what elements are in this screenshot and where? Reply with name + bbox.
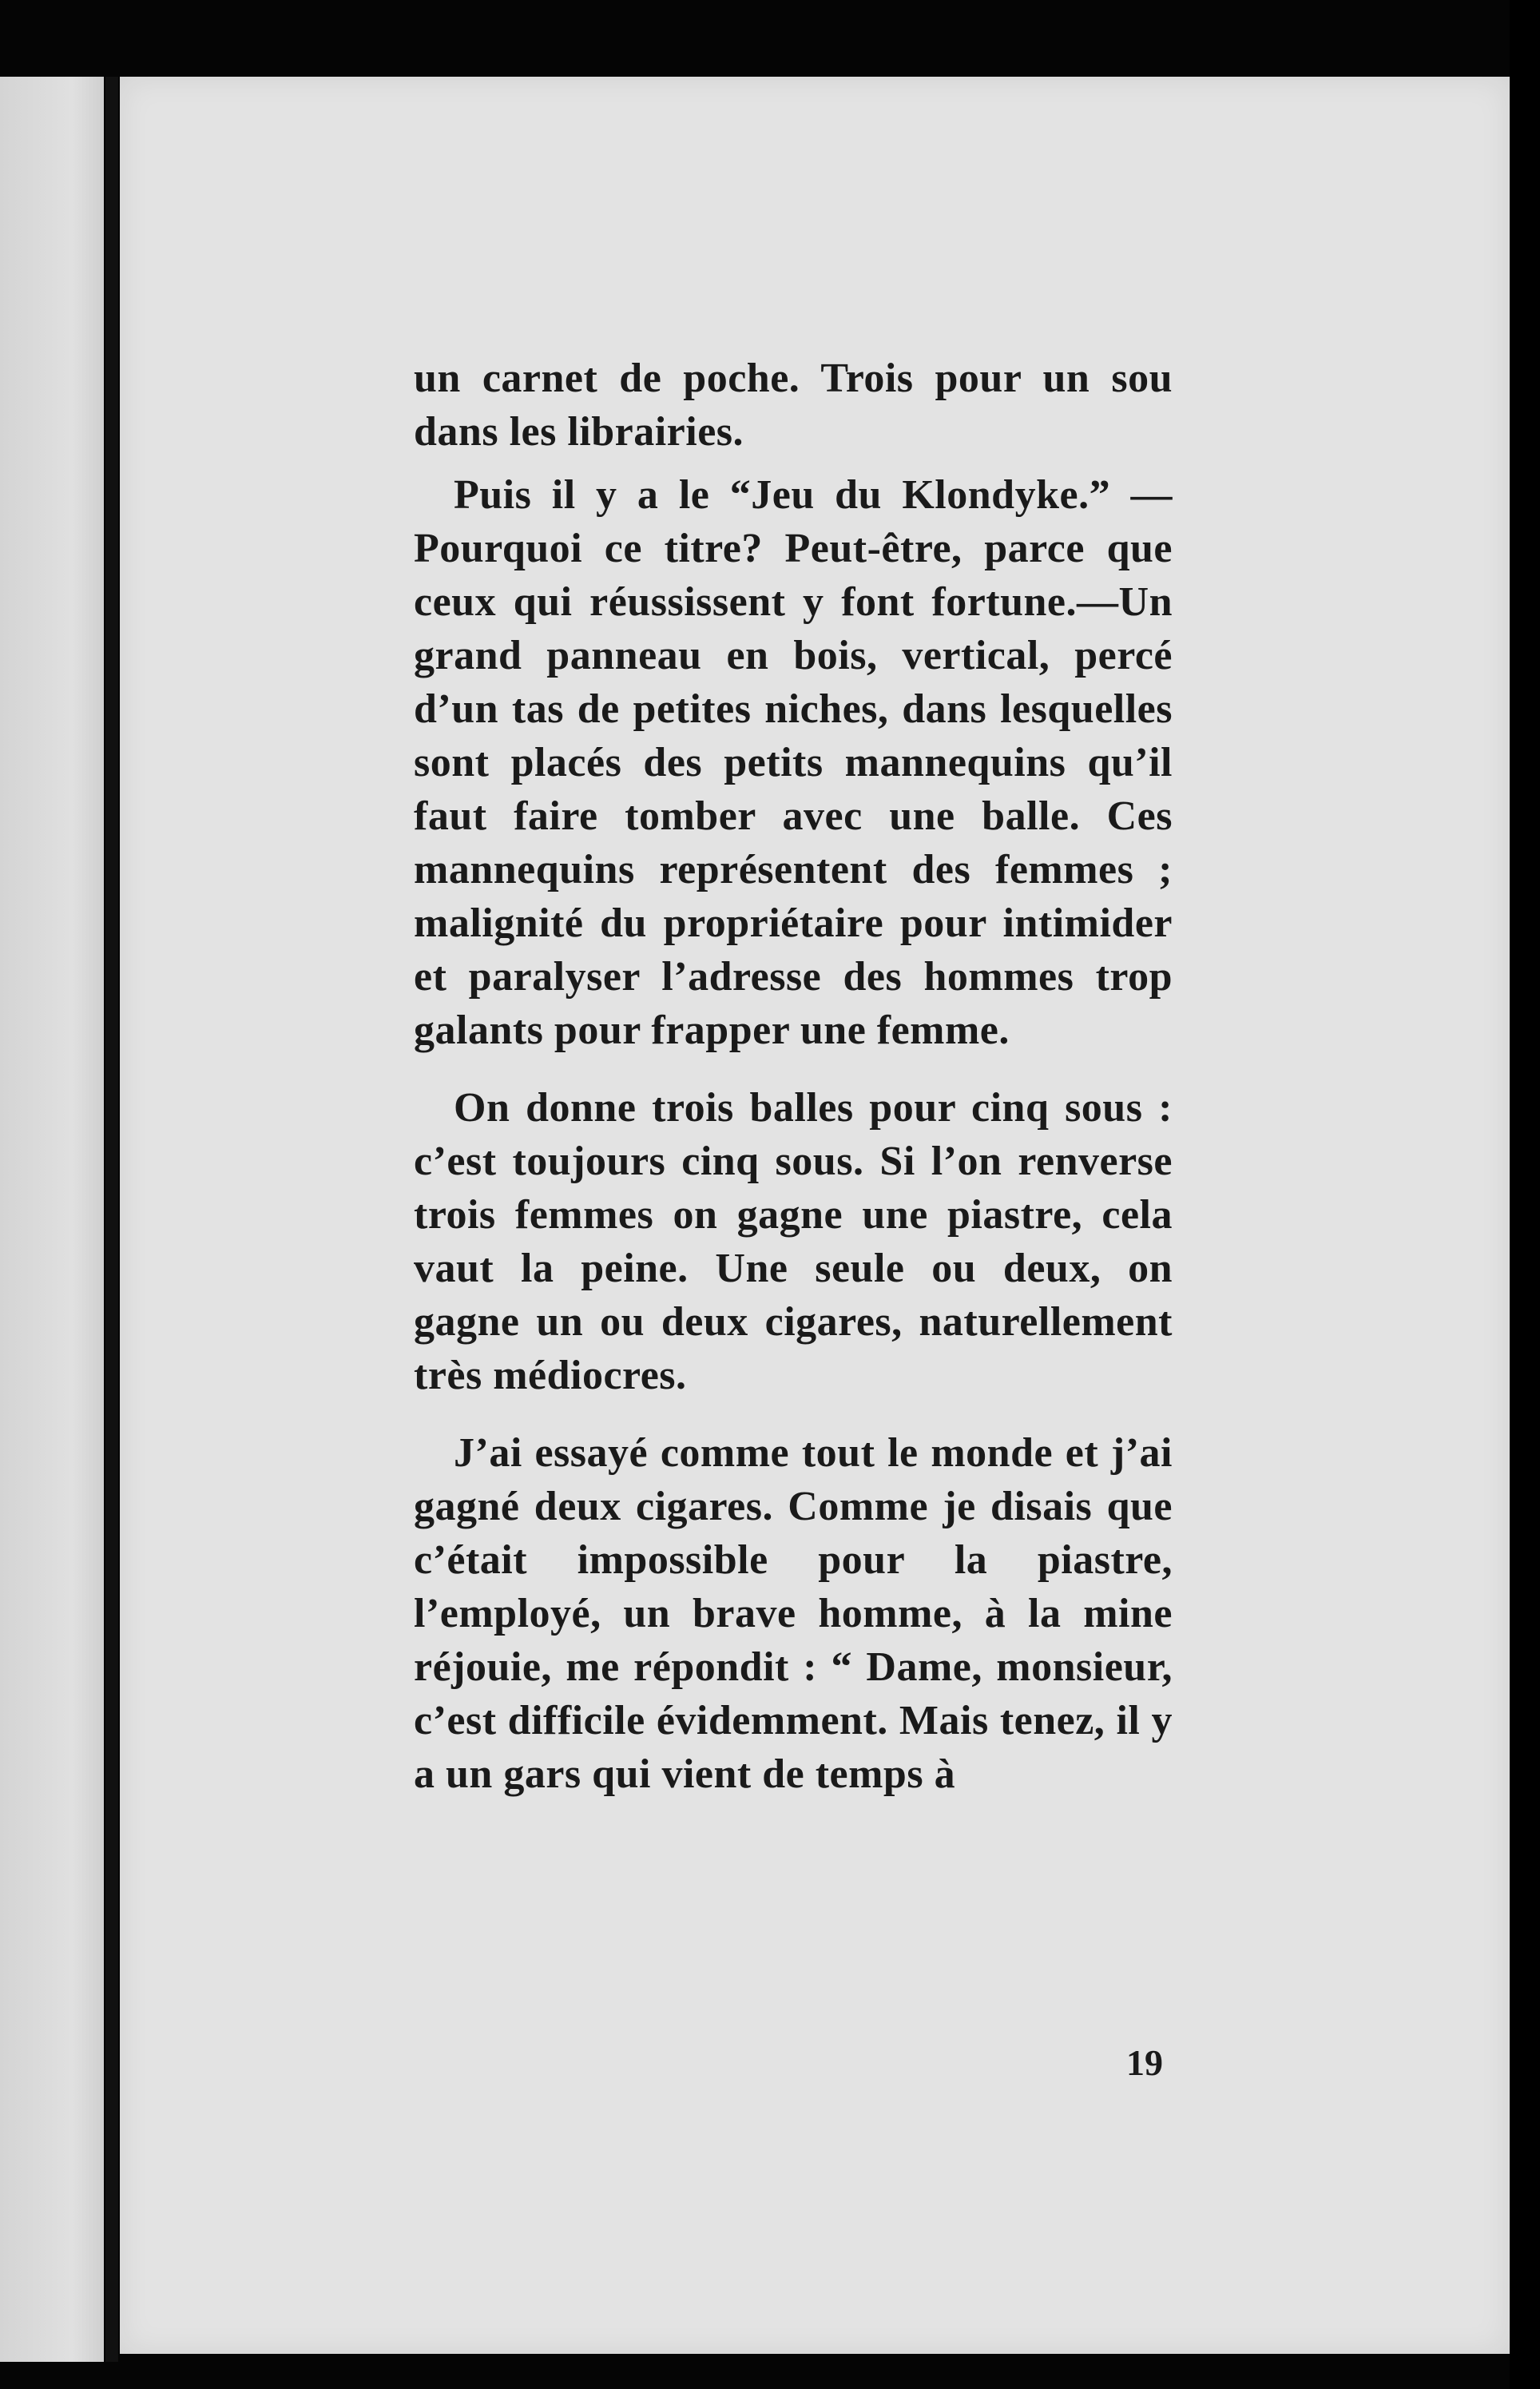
- paragraph-4: J’ai essayé comme tout le monde et j’ai gagné deux cigares. Comme je disais que c’était impossible pour la piastre, l’employé, un brave homme, à la mine réjouie, me répondit : “ Dame, monsieur, c’est difficile évidemment. Mais tenez, il y a un gars qui vient de temps à: [414, 1430, 1173, 1797]
- page-number: 19: [1126, 2042, 1163, 2083]
- page-text: [414, 352, 1173, 1801]
- book-gutter: [105, 77, 118, 2362]
- paragraph-1: un carnet de poche. Trois pour un sou dans les librairies.: [414, 356, 1173, 455]
- paragraph-2: Puis il y a le “Jeu du Klondyke.” —Pourquoi ce titre? Peut-être, parce que ceux qui réussissent y font fortune.—Un grand panneau en bois, vertical, percé d’un tas de petites niches, dans lesquelles sont placés des petits mannequins qu’il faut faire tomber avec une balle. Ces mannequins représentent des femmes ; malignité du propriétaire pour intimider et paralyser l’adresse des hommes trop galants pour frapper une femme.: [414, 472, 1173, 1053]
- paragraph-3: On donne trois balles pour cinq sous : c’est toujours cinq sous. Si l’on renverse trois femmes on gagne une piastre, cela vaut la peine. Une seule ou deux, on gagne un ou deux cigares, naturellement très médiocres.: [414, 1085, 1173, 1398]
- previous-page-edge: [0, 77, 104, 2362]
- right-scan-border: [1510, 0, 1540, 2389]
